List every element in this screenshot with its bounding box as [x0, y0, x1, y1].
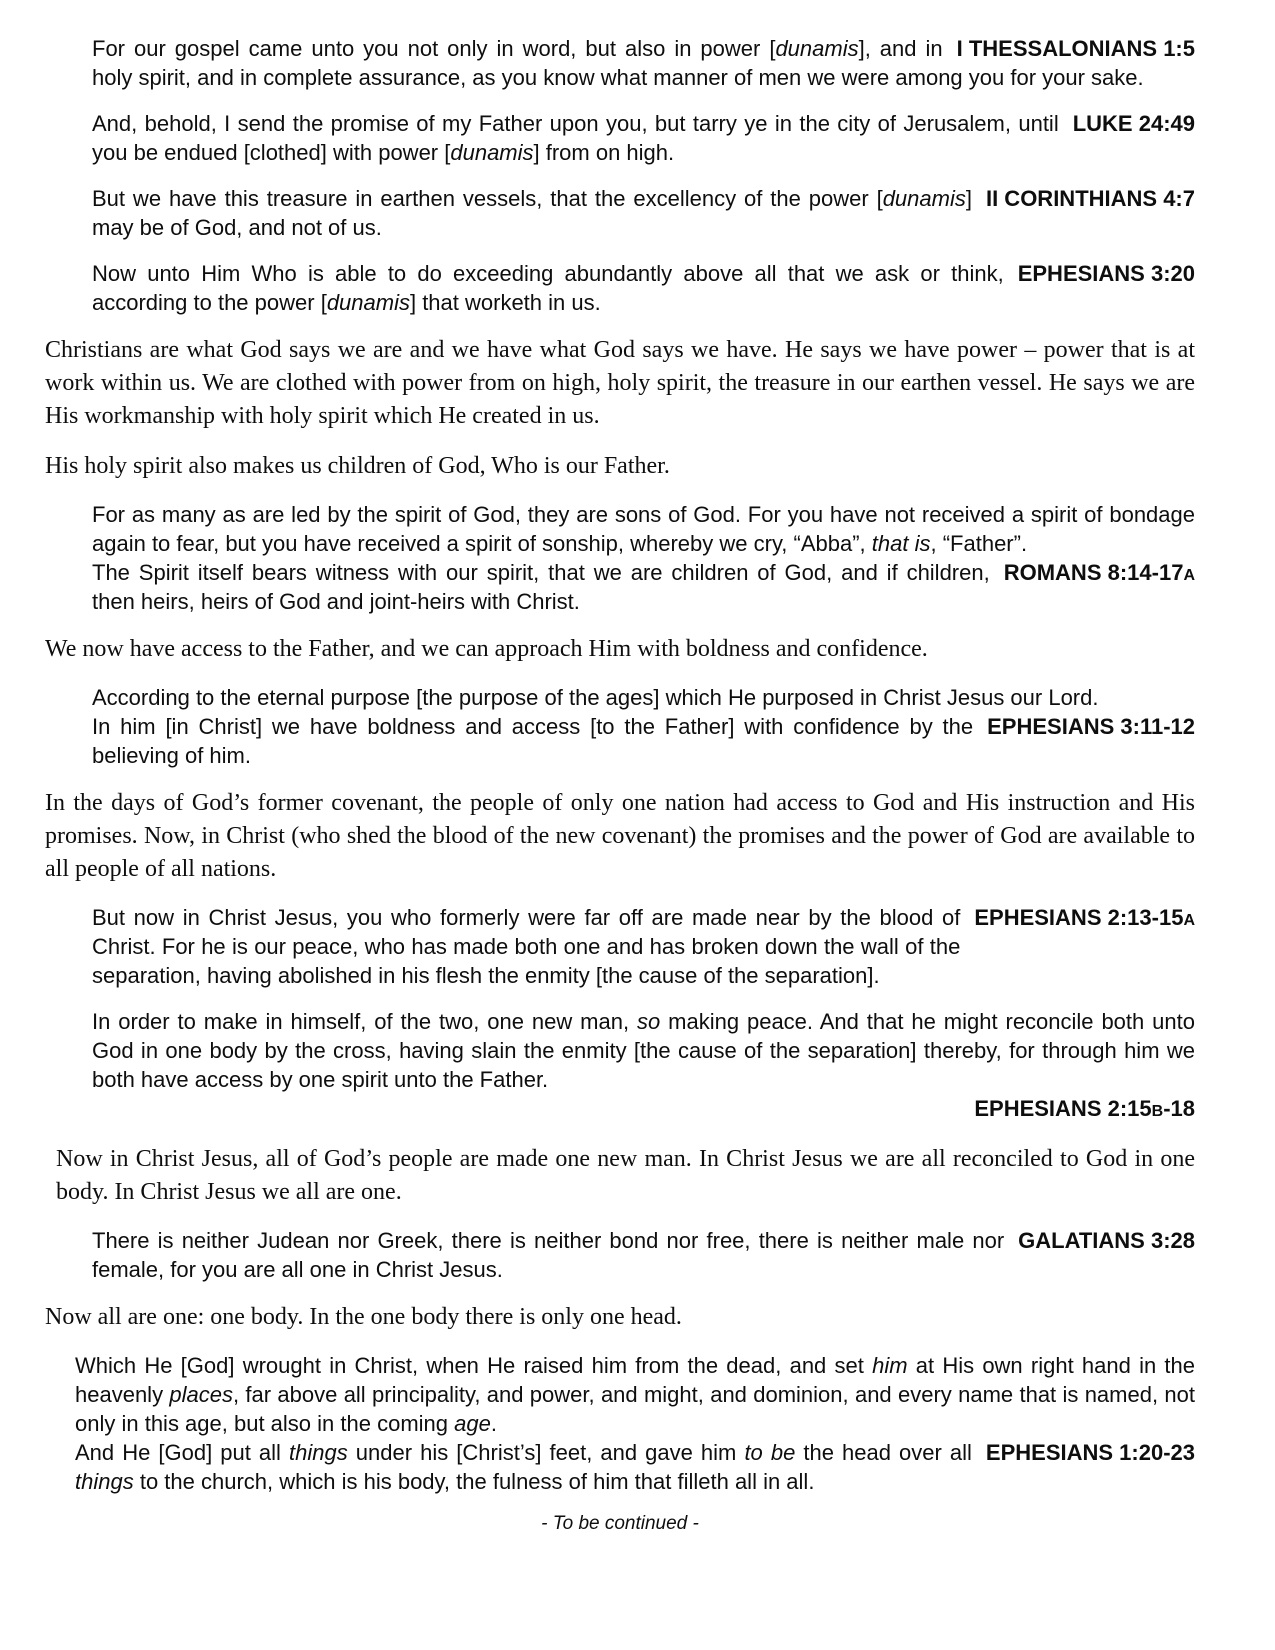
- quote-segment: For as many as are led by the spirit of God, they are sons of God. For you have not received a spirit of bondage again to fear, but you have received a spirit of sonship, whereby we cry, “Abba”,: [92, 502, 1195, 556]
- quote-text: [92, 259, 1195, 317]
- scripture-quote-2-corinthians: [92, 184, 1195, 242]
- quote-text: [92, 712, 1195, 770]
- scripture-quote-ephesians-3-20: [92, 259, 1195, 317]
- quote-segment: the head over all: [795, 1440, 972, 1465]
- quote-text: [92, 903, 1195, 990]
- scripture-reference: [1004, 259, 1195, 288]
- quote-segment: But we have this treasure in earthen vessels, that the excellency of the power [: [92, 186, 883, 211]
- quote-segment: In him [in Christ] we have boldness and access [to the Father] with confidence by the believing of him.: [92, 714, 974, 768]
- commentary-paragraph: Now in Christ Jesus, all of God’s people are made one new man. In Christ Jesus we are all reconciled to God in one body. In Christ Jesus we all are one.: [56, 1146, 1195, 1205]
- quote-segment: to the church, which is his body, the fulness of him that filleth all in all.: [133, 1469, 815, 1494]
- commentary-paragraph: His holy spirit also makes us children of God, Who is our Father.: [45, 453, 670, 479]
- quote-text: [92, 500, 1195, 558]
- footer-note: - To be continued -: [541, 1513, 699, 1534]
- reference-suffix: A: [1183, 567, 1195, 584]
- scripture-reference: [973, 712, 1195, 741]
- quote-text: [75, 1351, 1195, 1438]
- quote-text: [92, 34, 1195, 92]
- quote-segment: According to the eternal purpose [the purpose of the ages] which He purposed in Christ Jesus our Lord.: [92, 685, 1099, 710]
- quote-segment: In order to make in himself, of the two, one new man,: [92, 1009, 637, 1034]
- quote-text: [75, 1438, 1195, 1496]
- quote-segment: ] that worketh in us.: [409, 290, 601, 315]
- quote-segment: .: [490, 1411, 497, 1436]
- quote-italic-segment: that is: [871, 531, 931, 556]
- quote-italic-segment: dunamis: [775, 36, 859, 61]
- scripture-quote-ephesians-3-11: [92, 683, 1195, 770]
- quote-segment: at His own right hand in the heavenly: [75, 1353, 1195, 1407]
- quote-italic-segment: things: [288, 1440, 348, 1465]
- quote-segment: And, behold, I send the promise of my Father upon you, but tarry ye in the city of Jerusalem, until you be endued [clothed] with power [: [92, 111, 1059, 165]
- quote-italic-segment: so: [636, 1009, 661, 1034]
- reference-label: II CORINTHIANS 4:7: [985, 186, 1195, 211]
- scripture-reference: [972, 1438, 1195, 1467]
- reference-label: EPHESIANS 3:20: [1017, 261, 1195, 286]
- quote-italic-segment: dunamis: [450, 140, 534, 165]
- scripture-reference: [960, 903, 1195, 935]
- quote-segment: ], and in holy spirit, and in complete assurance, as you know what manner of men we were among you for your sake.: [92, 36, 1144, 90]
- scripture-quote-romans: [92, 500, 1195, 616]
- reference-label: ROMANS 8:14-17: [1003, 560, 1184, 585]
- quote-italic-segment: to be: [744, 1440, 796, 1465]
- quote-segment: But now in Christ Jesus, you who formerly were far off are made near by the blood of Christ. For he is our peace, who has made both one and has broken down the wall of the separation, having abolished in his flesh the enmity [the cause of the separation].: [92, 905, 961, 988]
- quote-segment: , “Father”.: [930, 531, 1028, 556]
- quote-text: [92, 683, 1195, 712]
- commentary-paragraph: Christians are what God says we are and we have what God says we have. He says we have power – power that is at work within us. We are clothed with power from on high, holy spirit, the treasure in our earthen vessel. He says we are His workmanship with holy spirit which He created in us.: [45, 337, 1195, 429]
- quote-segment: The Spirit itself bears witness with our spirit, that we are children of God, and if children, then heirs, heirs of God and joint-heirs with Christ.: [92, 560, 990, 614]
- commentary-paragraph: Now all are one: one body. In the one body there is only one head.: [45, 1304, 682, 1330]
- quote-italic-segment: dunamis: [326, 290, 410, 315]
- reference-suffix: A: [1183, 912, 1195, 929]
- quote-italic-segment: things: [75, 1469, 134, 1494]
- quote-italic-segment: him: [872, 1353, 908, 1378]
- reference-label: I THESSALONIANS 1:5: [956, 36, 1195, 61]
- reference-label: EPHESIANS 1:20-23: [985, 1440, 1195, 1465]
- reference-label: -18: [1163, 1096, 1195, 1121]
- commentary-paragraph: We now have access to the Father, and we can approach Him with boldness and confidence.: [45, 636, 928, 662]
- scripture-quote-ephesians-2-13: [92, 903, 1195, 990]
- reference-label: EPHESIANS 2:15: [974, 1096, 1152, 1121]
- quote-segment: making peace. And that he might reconcile both unto God in one body by the cross, having slain the enmity [the cause of the separation] thereby, for through him we both have access by one spirit unto the Father.: [92, 1009, 1195, 1092]
- scripture-quote-ephesians-2-15: [92, 1007, 1195, 1126]
- scripture-quote-1-thessalonians: [92, 34, 1195, 92]
- quote-segment: There is neither Judean nor Greek, there is neither bond nor free, there is neither male nor female, for you are all one in Christ Jesus.: [92, 1228, 1005, 1282]
- scripture-quote-ephesians-1-20: [75, 1351, 1195, 1496]
- quote-text: [92, 558, 1195, 616]
- scripture-quote-galatians: [92, 1226, 1195, 1284]
- quote-text: [92, 109, 1195, 167]
- reference-label: LUKE 24:49: [1072, 111, 1195, 136]
- scripture-quote-luke: [92, 109, 1195, 167]
- scripture-reference: [92, 1094, 1195, 1126]
- quote-text: [92, 1226, 1195, 1284]
- scripture-reference: [1059, 109, 1195, 138]
- scripture-reference: [972, 184, 1195, 213]
- quote-segment: And He [God] put all: [75, 1440, 289, 1465]
- quote-segment: , far above all principality, and power, and might, and dominion, and every name that is named, not only in this age, but also in the coming: [75, 1382, 1195, 1436]
- quote-text: [92, 1007, 1195, 1094]
- scripture-reference: [990, 558, 1195, 590]
- reference-suffix: B: [1151, 1103, 1164, 1120]
- quote-segment: ] may be of God, and not of us.: [92, 186, 972, 240]
- reference-label: EPHESIANS 3:11-12: [987, 714, 1195, 739]
- scripture-reference: [1004, 1226, 1195, 1255]
- quote-text: [92, 184, 1195, 242]
- quote-segment: ] from on high.: [533, 140, 675, 165]
- quote-segment: Now unto Him Who is able to do exceeding abundantly above all that we ask or think, according to the power [: [92, 261, 1004, 315]
- reference-label: GALATIANS 3:28: [1018, 1228, 1195, 1253]
- commentary-paragraph: In the days of God’s former covenant, the people of only one nation had access to God and His instruction and His promises. Now, in Christ (who shed the blood of the new covenant) the promises and the power of God are available to all people of all nations.: [45, 790, 1195, 882]
- quote-segment: Which He [God] wrought in Christ, when He raised him from the dead, and set: [75, 1353, 873, 1378]
- quote-segment: For our gospel came unto you not only in word, but also in power [: [92, 36, 776, 61]
- reference-label: EPHESIANS 2:13-15: [974, 905, 1184, 930]
- quote-segment: under his [Christ’s] feet, and gave him: [347, 1440, 745, 1465]
- quote-italic-segment: places: [169, 1382, 233, 1407]
- quote-italic-segment: age: [454, 1411, 491, 1436]
- scripture-reference: [943, 34, 1195, 63]
- quote-italic-segment: dunamis: [882, 186, 966, 211]
